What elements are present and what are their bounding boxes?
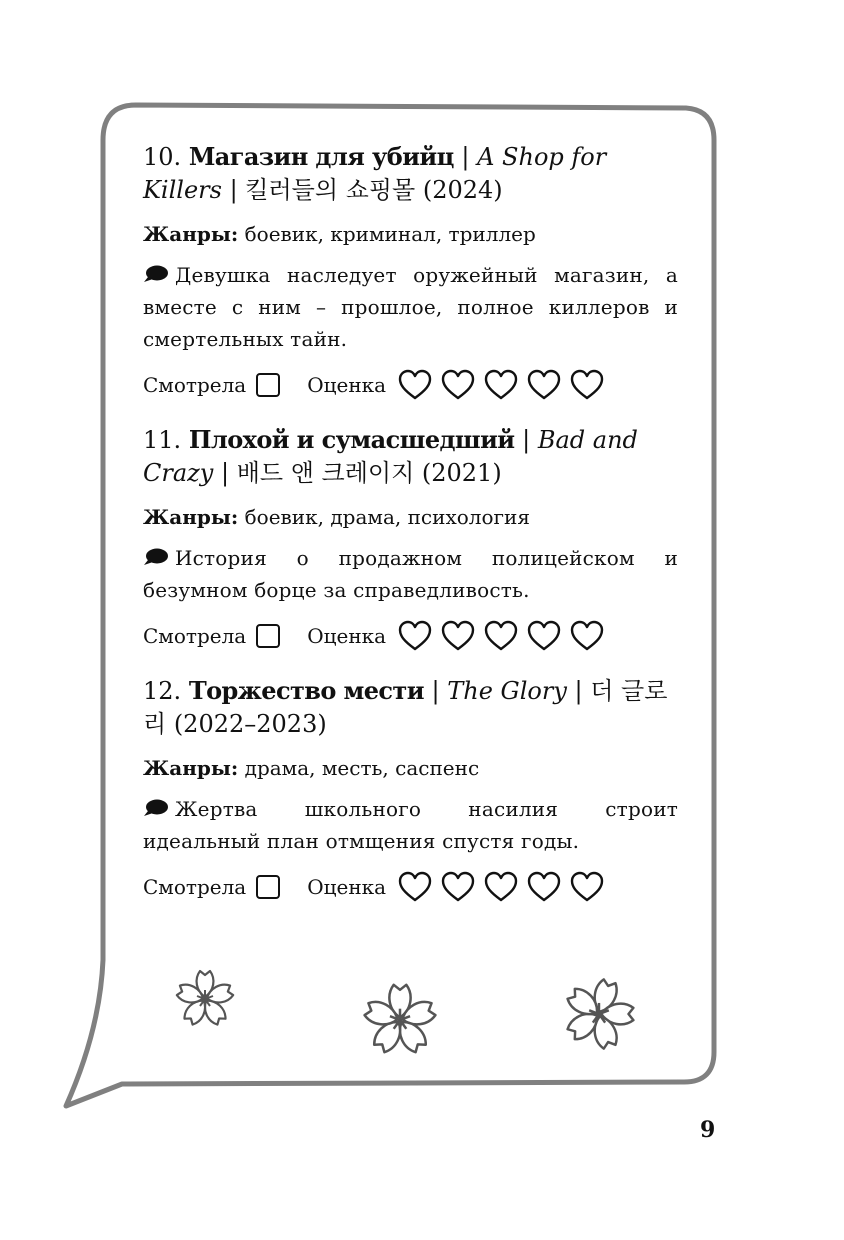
drama-title-ru: Торжество мести — [188, 676, 424, 705]
genres-line — [143, 220, 678, 248]
drama-title-en: Bad and Crazy — [143, 426, 638, 487]
drama-title-ko: 더 글로리 — [143, 677, 668, 738]
rating-label: Оценка — [307, 373, 387, 397]
rating-label: Оценка — [307, 875, 387, 899]
title-separator: | — [566, 677, 591, 705]
heart-icon[interactable] — [398, 871, 432, 903]
genres-label: Жанры: — [143, 756, 239, 780]
heart-icon[interactable] — [570, 871, 604, 903]
genres-value: драма, месть, саспенс — [238, 756, 480, 780]
drama-title — [143, 674, 678, 741]
description-text: Жертва школьного насилия строит идеальный план отмщения спустя годы. — [143, 797, 678, 853]
rating-hearts — [398, 871, 613, 903]
heart-icon[interactable] — [398, 620, 432, 652]
heart-icon[interactable] — [484, 369, 518, 401]
drama-number: 11. — [143, 426, 182, 454]
cherry-blossom-icon — [170, 967, 240, 1031]
drama-title — [143, 140, 678, 207]
heart-icon[interactable] — [484, 871, 518, 903]
drama-year: (2021) — [414, 459, 502, 487]
drama-entry — [143, 140, 678, 405]
rating-hearts — [398, 369, 613, 401]
title-separator: | — [213, 459, 237, 487]
rating-row — [143, 616, 678, 656]
genres-value: боевик, драма, психология — [238, 505, 530, 529]
drama-year: (2022–2023) — [166, 710, 327, 738]
watched-label: Смотрела — [143, 624, 247, 648]
drama-number: 12. — [143, 677, 182, 705]
drama-entry — [143, 674, 678, 907]
speech-bubble-icon — [143, 265, 169, 283]
genres-label: Жанры: — [143, 222, 239, 246]
heart-icon[interactable] — [398, 369, 432, 401]
cherry-blossom-icon — [556, 970, 642, 1058]
watched-label: Смотрела — [143, 875, 247, 899]
cherry-blossom-icon — [356, 978, 444, 1062]
title-separator: | — [514, 426, 538, 454]
drama-title-ko: 배드 앤 크레이지 — [236, 459, 415, 487]
drama-description — [143, 793, 678, 857]
watched-label: Смотрела — [143, 373, 247, 397]
description-text: История о продажном полицейском и безумном борце за справедливость. — [143, 546, 678, 602]
description-text: Девушка наследует оружейный магазин, а вместе с ним – прошлое, полное киллеров и смертельных тайн. — [143, 263, 678, 351]
drama-title-ru: Магазин для убийц — [188, 142, 454, 171]
rating-row — [143, 365, 678, 405]
genres-line — [143, 754, 678, 782]
heart-icon[interactable] — [484, 620, 518, 652]
heart-icon[interactable] — [570, 620, 604, 652]
drama-description — [143, 542, 678, 606]
drama-title-en: A Shop for Killers — [143, 143, 607, 204]
page-number: 9 — [700, 1117, 716, 1143]
heart-icon[interactable] — [441, 871, 475, 903]
drama-title-ru: Плохой и сумасшедший — [188, 425, 515, 454]
heart-icon[interactable] — [441, 620, 475, 652]
drama-list — [143, 140, 678, 907]
heart-icon[interactable] — [527, 871, 561, 903]
watched-checkbox[interactable] — [256, 875, 280, 899]
genres-value: боевик, криминал, триллер — [238, 222, 536, 246]
drama-title — [143, 423, 678, 490]
watched-checkbox[interactable] — [256, 373, 280, 397]
speech-bubble-icon — [143, 548, 169, 566]
genres-label: Жанры: — [143, 505, 239, 529]
drama-number: 10. — [143, 143, 182, 171]
genres-line — [143, 503, 678, 531]
title-separator: | — [221, 176, 246, 204]
heart-icon[interactable] — [527, 620, 561, 652]
rating-label: Оценка — [307, 624, 387, 648]
drama-entry — [143, 423, 678, 656]
title-separator: | — [423, 677, 448, 705]
drama-title-ko: 킬러들의 쇼핑몰 — [245, 176, 416, 204]
drama-year: (2024) — [415, 176, 503, 204]
heart-icon[interactable] — [441, 369, 475, 401]
speech-bubble-icon — [143, 799, 169, 817]
heart-icon[interactable] — [527, 369, 561, 401]
drama-description — [143, 259, 678, 355]
watched-checkbox[interactable] — [256, 624, 280, 648]
rating-hearts — [398, 620, 613, 652]
drama-title-en: The Glory — [447, 677, 567, 705]
title-separator: | — [453, 143, 478, 171]
rating-row — [143, 867, 678, 907]
heart-icon[interactable] — [570, 369, 604, 401]
